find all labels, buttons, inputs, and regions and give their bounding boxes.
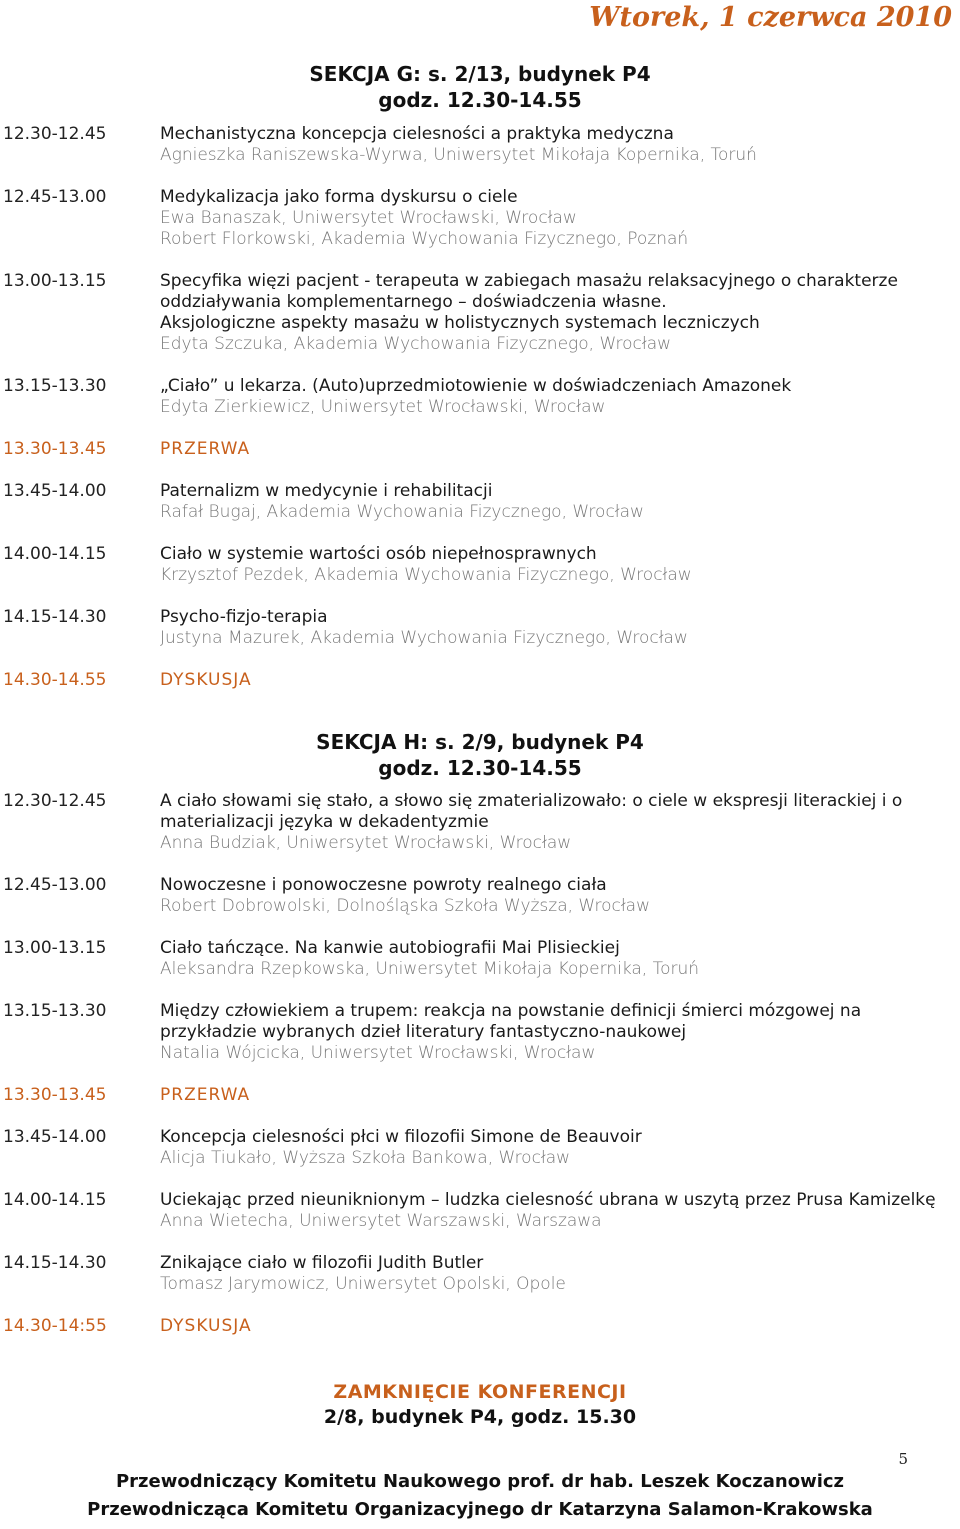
entry-body xyxy=(160,607,955,649)
entry-time: 13.30-13.45 xyxy=(3,439,107,459)
entry-time: 13.15-13.30 xyxy=(3,376,107,396)
talk-title: Paternalizm w medycynie i rehabilitacji xyxy=(160,481,493,501)
section-h-header xyxy=(0,729,960,781)
entry-time: 12.30-12.45 xyxy=(3,124,107,144)
talk-title: Aksjologiczne aspekty masażu w holistycznych systemach leczniczych xyxy=(160,313,760,333)
entry-time: 14.30-14:55 xyxy=(3,1316,107,1336)
talk-title: Specyfika więzi pacjent - terapeuta w zabiegach masażu relaksacyjnego o charakterze oddziaływania komplementarnego – doświadczenia własne. xyxy=(160,271,898,312)
footer-line-1: Przewodniczący Komitetu Naukowego prof. dr hab. Leszek Koczanowicz xyxy=(115,1471,845,1492)
entry-body xyxy=(160,1316,955,1337)
page-number: 5 xyxy=(898,1450,908,1468)
schedule-entry xyxy=(0,875,960,917)
talk-title: Nowoczesne i ponowoczesne powroty realnego ciała xyxy=(160,875,607,895)
break-label: DYSKUSJA xyxy=(160,1316,252,1336)
section-h-time: godz. 12.30-14.55 xyxy=(378,756,582,780)
entry-time: 13.45-14.00 xyxy=(3,1127,107,1147)
section-g-heading: SEKCJA G: s. 2/13, budynek P4 xyxy=(309,62,651,86)
schedule-entry xyxy=(0,481,960,523)
speaker-affiliation: Robert Dobrowolski, Dolnośląska Szkoła Wyższa, Wrocław xyxy=(160,896,650,916)
talk-title: A ciało słowami się stało, a słowo się zmaterializowało: o ciele w ekspresji literackiej i o materializacji języka w dekadentyzmie xyxy=(160,791,903,832)
entry-time: 13.15-13.30 xyxy=(3,1001,107,1021)
schedule-entry xyxy=(0,938,960,980)
schedule-entry xyxy=(0,187,960,250)
break-label: DYSKUSJA xyxy=(160,670,252,690)
entry-time: 13.45-14.00 xyxy=(3,481,107,501)
schedule-entry xyxy=(0,124,960,166)
talk-title: Mechanistyczna koncepcja cielesności a praktyka medyczna xyxy=(160,124,674,144)
talk-title: Między człowiekiem a trupem: reakcja na powstanie definicji śmierci mózgowej na przykładzie wybranych dzieł literatury fantastyczno-naukowej xyxy=(160,1001,862,1042)
section-h-schedule xyxy=(0,791,960,1358)
closing-details: 2/8, budynek P4, godz. 15.30 xyxy=(323,1406,637,1428)
entry-body xyxy=(160,376,955,418)
speaker-affiliation: Aleksandra Rzepkowska, Uniwersytet Mikołaja Kopernika, Toruń xyxy=(160,959,700,979)
schedule-break xyxy=(0,670,960,691)
schedule-break xyxy=(0,439,960,460)
schedule-entry xyxy=(0,271,960,355)
section-g-schedule xyxy=(0,124,960,712)
speaker-affiliation: Edyta Zierkiewicz, Uniwersytet Wrocławski, Wrocław xyxy=(160,397,606,417)
entry-time: 13.00-13.15 xyxy=(3,271,107,291)
talk-title: Medykalizacja jako forma dyskursu o ciele xyxy=(160,187,518,207)
talk-title: Znikające ciało w filozofii Judith Butler xyxy=(160,1253,484,1273)
break-label: PRZERWA xyxy=(160,1085,251,1105)
speaker-affiliation: Natalia Wójcicka, Uniwersytet Wrocławski, Wrocław xyxy=(160,1043,596,1063)
entry-body xyxy=(160,187,955,250)
entry-time: 13.00-13.15 xyxy=(3,938,107,958)
entry-body xyxy=(160,1127,955,1169)
talk-title: Ciało tańczące. Na kanwie autobiografii Mai Plisieckiej xyxy=(160,938,620,958)
speaker-affiliation: Ewa Banaszak, Uniwersytet Wrocławski, Wrocław xyxy=(160,208,577,228)
entry-time: 12.45-13.00 xyxy=(3,187,107,207)
entry-time: 14.00-14.15 xyxy=(3,1190,107,1210)
entry-body xyxy=(160,1190,955,1232)
schedule-entry xyxy=(0,791,960,854)
entry-body xyxy=(160,791,955,854)
schedule-entry xyxy=(0,376,960,418)
footer-line-2: Przewodnicząca Komitetu Organizacyjnego dr Katarzyna Salamon-Krakowska xyxy=(87,1499,873,1520)
schedule-entry xyxy=(0,1190,960,1232)
speaker-affiliation: Edyta Szczuka, Akademia Wychowania Fizycznego, Wrocław xyxy=(160,334,672,354)
speaker-affiliation: Justyna Mazurek, Akademia Wychowania Fizycznego, Wrocław xyxy=(160,628,688,648)
speaker-affiliation: Tomasz Jarymowicz, Uniwersytet Opolski, Opole xyxy=(160,1274,566,1294)
schedule-entry xyxy=(0,607,960,649)
speaker-affiliation: Agnieszka Raniszewska-Wyrwa, Uniwersytet Mikołaja Kopernika, Toruń xyxy=(160,145,757,165)
page-date: Wtorek, 1 czerwca 2010 xyxy=(589,2,952,33)
entry-body xyxy=(160,1085,955,1106)
speaker-affiliation: Anna Budziak, Uniwersytet Wrocławski, Wrocław xyxy=(160,833,572,853)
entry-time: 12.45-13.00 xyxy=(3,875,107,895)
section-g-header xyxy=(0,61,960,113)
entry-body xyxy=(160,439,955,460)
talk-title: Psycho-fizjo-terapia xyxy=(160,607,328,627)
schedule-entry xyxy=(0,1253,960,1295)
schedule-entry xyxy=(0,544,960,586)
break-label: PRZERWA xyxy=(160,439,251,459)
talk-title: „Ciało” u lekarza. (Auto)uprzedmiotowienie w doświadczeniach Amazonek xyxy=(160,376,792,396)
schedule-break xyxy=(0,1085,960,1106)
entry-time: 12.30-12.45 xyxy=(3,791,107,811)
talk-title: Koncepcja cielesności płci w filozofii Simone de Beauvoir xyxy=(160,1127,642,1147)
entry-body xyxy=(160,124,955,166)
speaker-affiliation: Robert Florkowski, Akademia Wychowania Fizycznego, Poznań xyxy=(160,229,689,249)
entry-body xyxy=(160,544,955,586)
entry-time: 14.30-14.55 xyxy=(3,670,107,690)
speaker-affiliation: Krzysztof Pezdek, Akademia Wychowania Fizycznego, Wrocław xyxy=(160,565,692,585)
entry-time: 14.15-14.30 xyxy=(3,607,107,627)
entry-body xyxy=(160,271,955,355)
entry-time: 14.00-14.15 xyxy=(3,544,107,564)
entry-body xyxy=(160,670,955,691)
entry-body xyxy=(160,938,955,980)
entry-time: 13.30-13.45 xyxy=(3,1085,107,1105)
talk-title: Ciało w systemie wartości osób niepełnosprawnych xyxy=(160,544,597,564)
speaker-affiliation: Anna Wietecha, Uniwersytet Warszawski, Warszawa xyxy=(160,1211,602,1231)
section-g-time: godz. 12.30-14.55 xyxy=(378,88,582,112)
closing-title: ZAMKNIĘCIE KONFERENCJI xyxy=(333,1381,627,1403)
schedule-entry xyxy=(0,1127,960,1169)
entry-time: 14.15-14.30 xyxy=(3,1253,107,1273)
section-h-heading: SEKCJA H: s. 2/9, budynek P4 xyxy=(316,730,644,754)
speaker-affiliation: Rafał Bugaj, Akademia Wychowania Fizycznego, Wrocław xyxy=(160,502,644,522)
speaker-affiliation: Alicja Tiukało, Wyższa Szkoła Bankowa, Wrocław xyxy=(160,1148,571,1168)
schedule-break xyxy=(0,1316,960,1337)
entry-body xyxy=(160,875,955,917)
talk-title: Uciekając przed nieuniknionym – ludzka cielesność ubrana w uszytą przez Prusa Kamizelkę xyxy=(160,1190,936,1210)
footer xyxy=(0,1468,960,1524)
closing-block xyxy=(0,1380,960,1430)
entry-body xyxy=(160,1253,955,1295)
entry-body xyxy=(160,481,955,523)
entry-body xyxy=(160,1001,955,1064)
schedule-entry xyxy=(0,1001,960,1064)
